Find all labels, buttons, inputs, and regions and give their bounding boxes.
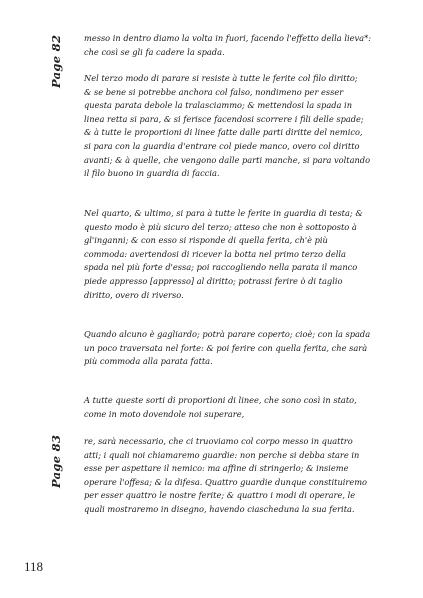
paragraph-4: Quando alcuno è gagliardo; potrà parare coperto; cioè; con la spada un poco traversata nel forte: & poi ferire con quella ferita, che sarà più commoda alla parata fatta. (84, 329, 371, 367)
paragraph-5: A tutte queste sorti di proportioni di linee, che sono così in stato, come in moto dovendole noi superare, (84, 395, 357, 419)
page-number: 118 (24, 559, 44, 574)
paragraph-6: re, sarà necessario, che ci truoviamo col corpo messo in quattro atti; i quali noi chiamaremo guardie: non perche si debba stare in esse per aspettare il nemico: ma affine di stringerlo; & insieme operare l'offesa; & la difesa. Quattro guardie dunque constituiremo per esser quattro le nostre ferite; & quattro i modi di operare, le quali mostraremo in disegno, havendo ciascheduna la sua ferita. (84, 436, 368, 514)
paragraph-3: Nel quarto, & ultimo, si para à tutte le ferite in guardia di testa; & questo modo è più sicuro del terzo; atteso che non è sottoposto à gl'inganni; & con esso si risponde di quella ferita, ch'è più commoda: avertendosi di ricever la botta nel primo terzo della spada nel più forte d'essa; poi raccogliendo nella parata il manco piede appresso [appresso] al diritto; potrassi ferire ò di taglio diritto, overo di riverso. (84, 208, 363, 300)
paragraph-1: messo in dentro diamo la volta in fuori, facendo l'effetto della lieva*: che così se gli fa cadere la spada. (84, 33, 371, 57)
paragraph-2: Nel terzo modo di parare si resiste à tutte le ferite col filo diritto; & se bene si potrebbe anchora col falso, nondimeno per esser questa parata debole la tralasciammo; & mettendosi la spada in linea retta si para, & si ferisce facendosi scorrere i fili delle spade; & à tutte le proportioni di linee fatte dalle parti diritte del nemico, si para con la guardia d'entrare col piede manco, overo col diritto avanti; & à quelle, che vengono dalle parti manche, si para voltando il filo buono in guardia di faccia. (84, 73, 371, 179)
margin-note-page-83: Page 83 (49, 434, 63, 488)
margin-note-page-82: Page 82 (49, 34, 63, 88)
